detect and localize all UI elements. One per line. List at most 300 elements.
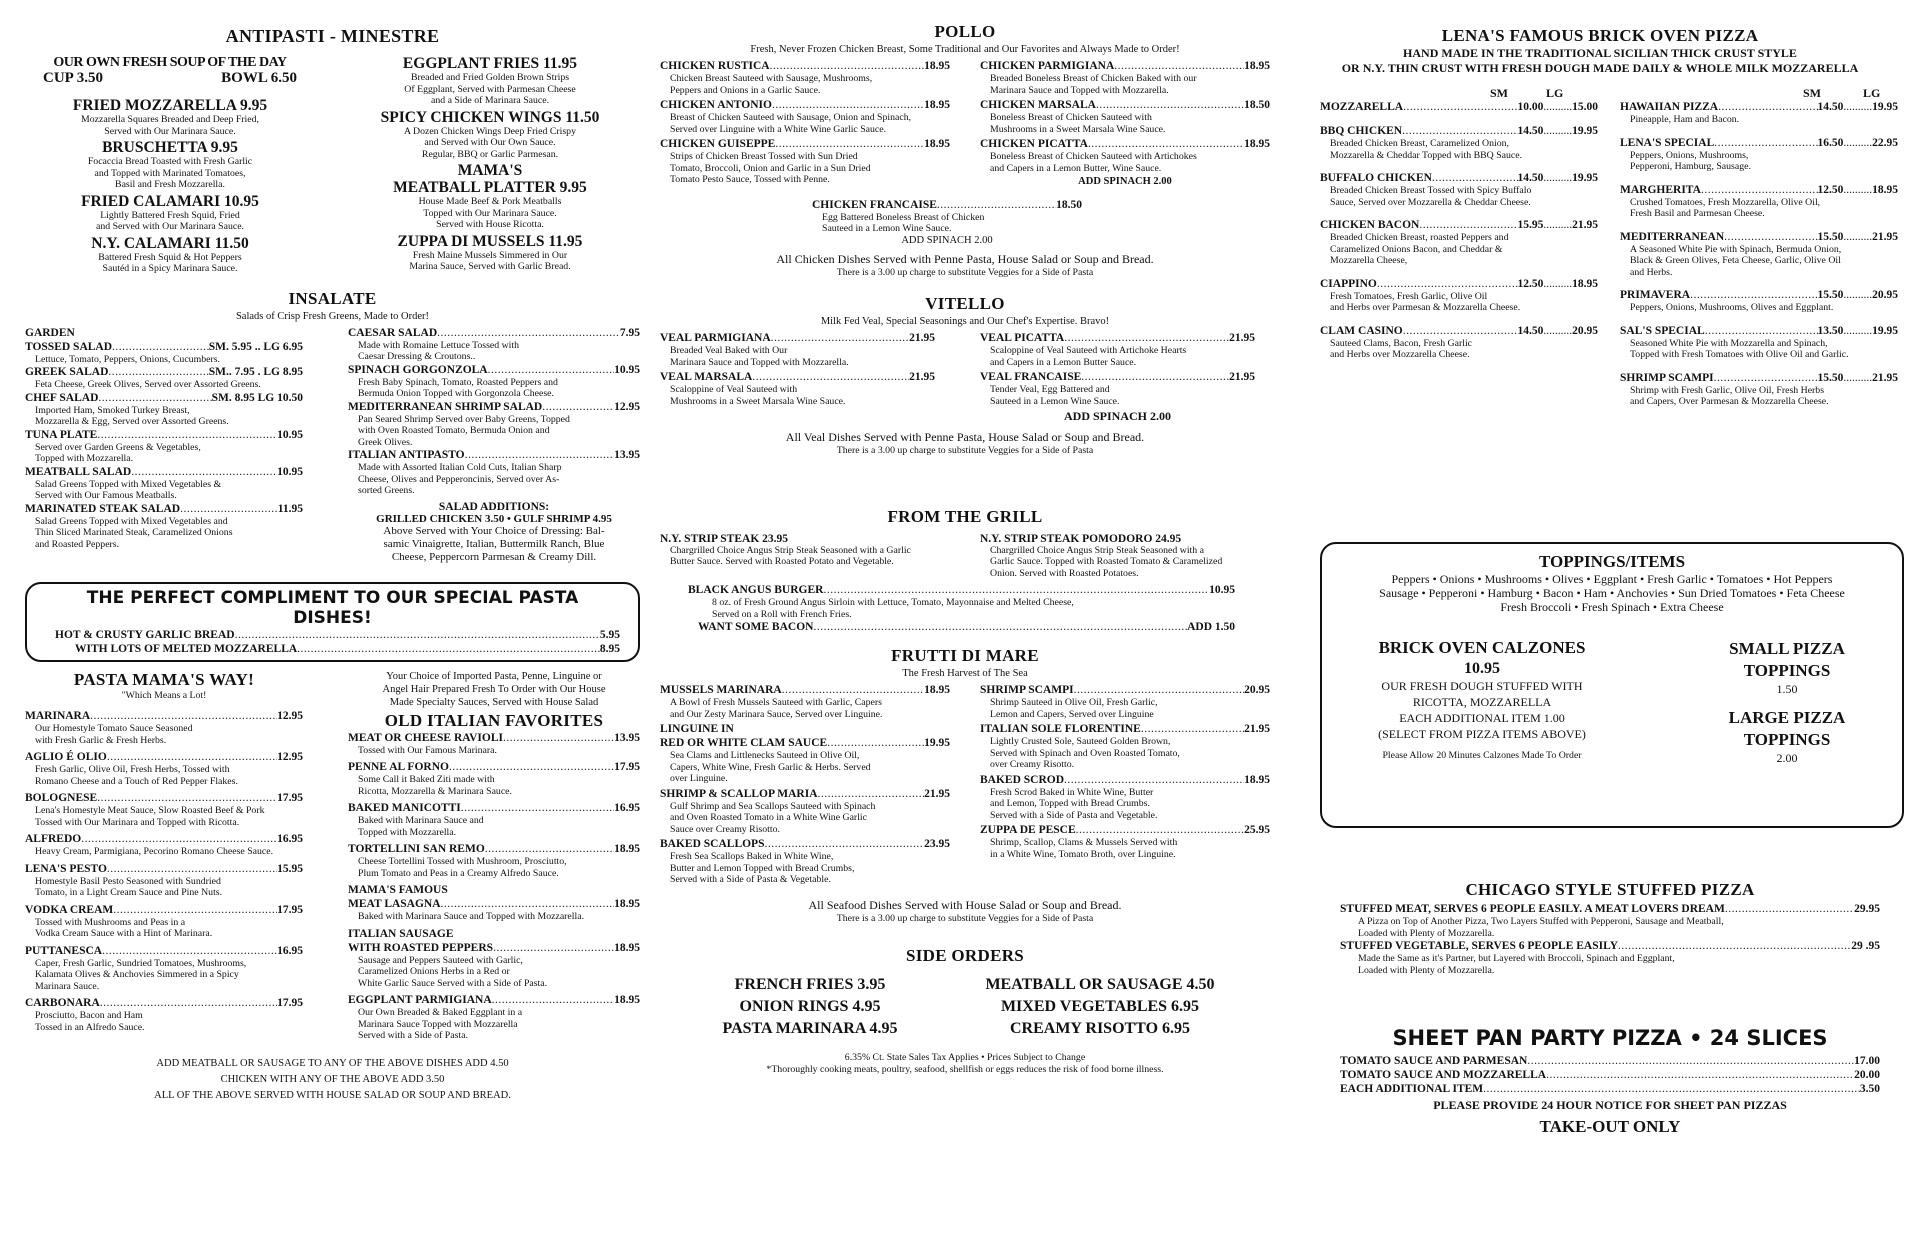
leader-dots bbox=[98, 391, 211, 405]
insalate-section bbox=[25, 326, 640, 564]
mozzarella-bread-name: WITH LOTS OF MELTED MOZZARELLA bbox=[75, 642, 298, 655]
menu-item-line bbox=[348, 842, 640, 856]
desc-line: Ricotta, Mozzarella & Marinara Sauce. bbox=[358, 785, 512, 797]
desc-line: Bermuda Onion Topped with Gorgonzola Cheese. bbox=[358, 388, 554, 399]
desc-line: Cheese Tortellini Tossed with Mushroom, Prosciutto, bbox=[358, 856, 567, 867]
desc-line: Breaded Chicken Breast, roasted Peppers and bbox=[1330, 232, 1509, 243]
pizza-sm-price: 16.50 bbox=[1817, 136, 1844, 149]
item-name: ZUPPA DE PESCE bbox=[980, 824, 1076, 836]
toppings-bottom bbox=[1322, 638, 1902, 766]
desc-line: Made with Assorted Italian Cold Cuts, Italian Sharp bbox=[358, 462, 562, 473]
pizza-sm-price: 12.50 bbox=[1517, 277, 1544, 290]
leader-dots bbox=[461, 801, 614, 815]
item-price: 20.00 bbox=[1854, 1069, 1880, 1081]
calzone-line: (SELECT FROM PIZZA ITEMS ABOVE) bbox=[1378, 727, 1586, 741]
desc-line: Cheese, Peppercorn Parmesan & Creamy Dill. bbox=[391, 550, 597, 563]
pizza-desc bbox=[1320, 291, 1598, 314]
pizza-item bbox=[1320, 218, 1598, 267]
item-name: CHICKEN ANTONIO bbox=[660, 99, 772, 111]
item-name: BAKED SCALLOPS bbox=[660, 838, 765, 850]
leader-dots bbox=[112, 340, 209, 354]
item-price: 18.95 bbox=[614, 898, 640, 910]
leader-dots bbox=[493, 941, 614, 955]
menu-item-line bbox=[25, 365, 303, 379]
item-desc bbox=[25, 1010, 303, 1033]
item-desc bbox=[25, 958, 303, 993]
menu-item bbox=[348, 731, 640, 757]
pizza-desc bbox=[1320, 138, 1598, 161]
pizza-name: HAWAIIAN PIZZA bbox=[1620, 101, 1719, 113]
menu-item bbox=[348, 927, 640, 990]
item-name: CAESAR SALAD bbox=[348, 326, 438, 339]
item-name: ITALIAN SOLE FLORENTINE bbox=[980, 723, 1141, 735]
desc-line: Chargrilled Choice Angus Strip Steak Seasoned with a bbox=[990, 544, 1204, 556]
chicago-desc bbox=[1340, 953, 1880, 976]
leader-dots bbox=[1432, 171, 1518, 185]
menu-item bbox=[25, 832, 303, 858]
pizza-left-header bbox=[1320, 86, 1598, 100]
desc-line: Shrimp, Scallop, Clams & Mussels Served with bbox=[990, 837, 1178, 848]
leader-dots bbox=[1527, 1054, 1854, 1068]
burger-line bbox=[688, 583, 1235, 597]
leader-dots bbox=[1081, 370, 1229, 384]
item-desc bbox=[348, 955, 640, 990]
item-name: MEAT LASAGNA bbox=[348, 898, 441, 910]
desc-line: Feta Cheese, Greek Olives, Served over Assorted Greens. bbox=[35, 379, 261, 390]
menu-item-line bbox=[660, 137, 950, 151]
leader-dots bbox=[1705, 324, 1818, 338]
leader-dots bbox=[81, 832, 277, 846]
item-price: 17.95 bbox=[277, 903, 303, 916]
desc-line: Peppers and Onions in a Garlic Sauce. bbox=[670, 84, 821, 96]
pizza-left-list bbox=[1320, 100, 1598, 361]
desc-line: Breaded Chicken Breast Tossed with Spicy Buffalo bbox=[1330, 185, 1532, 196]
pizza-right-header bbox=[1620, 86, 1898, 100]
leader-dots bbox=[1076, 823, 1244, 837]
desc-line: Caramelized Onions Bacon, and Cheddar & bbox=[1330, 243, 1503, 255]
item-desc bbox=[25, 156, 315, 191]
appetizer-item bbox=[25, 193, 315, 233]
menu-item bbox=[980, 370, 1255, 407]
desc-line: Mozzarella & Cheddar Topped with BBQ Sauce. bbox=[1330, 149, 1523, 161]
calzone-block bbox=[1322, 638, 1642, 766]
desc-line: Mozzarella & Egg, Served over Assorted Greens. bbox=[35, 416, 229, 427]
desc-line: 8 oz. of Fresh Ground Angus Sirloin with Lettuce, Tomato, Mayonnaise and Melted Cheese, bbox=[712, 597, 1074, 608]
grill-right bbox=[980, 533, 1270, 580]
pizza-line bbox=[1320, 124, 1598, 138]
sm-header: SM bbox=[1490, 86, 1508, 100]
item-price: 21.95 bbox=[1229, 332, 1255, 344]
desc-line: Battered Fresh Squid & Hot Peppers bbox=[98, 251, 242, 263]
item-desc bbox=[980, 736, 1270, 771]
desc-line: Fresh Baby Spinach, Tomato, Roasted Peppers and bbox=[358, 376, 558, 388]
bacon-line bbox=[688, 620, 1235, 634]
desc-line: Baked with Marinara Sauce and bbox=[358, 815, 484, 826]
sheet-line bbox=[1340, 1068, 1880, 1082]
desc-line: and a Side of Marinara Sauce. bbox=[430, 95, 550, 106]
leader-dots bbox=[107, 750, 277, 764]
desc-line: Marinara Sauce. bbox=[35, 980, 100, 992]
desc-line: Chicken Breast Sauteed with Sausage, Mushrooms, bbox=[670, 73, 873, 84]
calzone-line: RICOTTA, MOZZARELLA bbox=[1412, 695, 1552, 709]
frutti-footer: All Seafood Dishes Served with House Salad or Soup and Bread. bbox=[808, 897, 1122, 912]
menu-item-line bbox=[348, 760, 640, 774]
food-warning: *Thoroughly cooking meats, poultry, seafood, shellfish or eggs reduces the risk of food borne illness. bbox=[766, 1063, 1164, 1075]
desc-line: Above Served with Your Choice of Dressing: Bal- bbox=[383, 524, 605, 537]
pizza-item bbox=[1320, 277, 1598, 314]
desc-line: Pan Seared Shrimp Served over Baby Greens, Topped bbox=[358, 413, 570, 425]
desc-line: and Herbs. bbox=[1630, 266, 1673, 278]
desc-line: Served over Garden Greens & Vegetables, bbox=[35, 441, 201, 453]
item-price: 29.95 bbox=[1854, 903, 1880, 915]
pollo-right bbox=[980, 59, 1270, 188]
item-price: 21.95 bbox=[909, 371, 935, 383]
item-price: 21.95 bbox=[1229, 371, 1255, 383]
pizza-name: CIAPPINO bbox=[1320, 277, 1377, 290]
desc-line: Topped with Our Marinara Sauce. bbox=[423, 207, 557, 219]
item-name: STUFFED MEAT, SERVES 6 PEOPLE EASILY. A MEAT LOVERS DREAM bbox=[1340, 903, 1725, 915]
small-title2: TOPPINGS bbox=[1743, 661, 1831, 680]
menu-item bbox=[25, 326, 303, 340]
pizza-desc bbox=[1620, 114, 1898, 126]
item-name: CARBONARA bbox=[25, 997, 100, 1009]
item-price: 18.95 bbox=[1244, 138, 1270, 150]
item-name: ZUPPA DI MUSSELS 11.95 bbox=[397, 232, 583, 250]
menu-item bbox=[980, 823, 1270, 860]
desc-line: over Linguine. bbox=[670, 773, 728, 784]
leader-dots bbox=[542, 400, 614, 414]
leader-dots bbox=[770, 59, 925, 73]
topping-prices bbox=[1672, 638, 1902, 766]
small-title1: SMALL PIZZA bbox=[1729, 639, 1845, 658]
pollo-left bbox=[660, 59, 950, 188]
leader-dots: .......... bbox=[1543, 172, 1573, 184]
item-desc bbox=[660, 851, 950, 886]
item-desc bbox=[25, 764, 303, 787]
item-desc bbox=[660, 73, 950, 96]
item-name: SPINACH GORGONZOLA bbox=[348, 363, 488, 376]
item-price: 11.95 bbox=[277, 502, 303, 515]
menu-item bbox=[348, 842, 640, 879]
calzone-line: OUR FRESH DOUGH STUFFED WITH bbox=[1381, 679, 1583, 693]
desc-line: Our Homestyle Tomato Sauce Seasoned bbox=[35, 723, 193, 734]
desc-line: Sauce, Served over Mozzarella & Cheddar Cheese. bbox=[1330, 196, 1531, 208]
item-desc bbox=[660, 801, 950, 836]
pizza-sm-price: 13.50 bbox=[1817, 324, 1844, 337]
menu-item-line bbox=[348, 993, 640, 1007]
insalate-right bbox=[348, 326, 640, 564]
pizza-lg-price: 22.95 bbox=[1872, 136, 1898, 149]
desc-line: Served with House Ricotta. bbox=[436, 219, 544, 230]
pasta-intro bbox=[348, 670, 640, 709]
desc-line: sorted Greens. bbox=[358, 485, 415, 496]
desc-line: Loaded with Plenty of Mozzarella. bbox=[1358, 964, 1495, 976]
leader-dots bbox=[764, 837, 924, 851]
takeout-only: TAKE-OUT ONLY bbox=[1539, 1117, 1681, 1136]
item-name: CHICKEN PICATTA bbox=[980, 138, 1088, 150]
insalate-title: INSALATE bbox=[288, 288, 377, 308]
menu-item bbox=[348, 326, 640, 363]
desc-line: Tomato, in a Light Cream Sauce and Pine Nuts. bbox=[35, 887, 223, 898]
item-name: STUFFED VEGETABLE, SERVES 6 PEOPLE EASILY bbox=[1340, 940, 1619, 952]
item-name: PENNE AL FORNO bbox=[348, 761, 449, 773]
lg-header: LG bbox=[1546, 86, 1564, 100]
desc-line: Capers, White Wine, Fresh Garlic & Herbs. Served bbox=[670, 761, 871, 773]
leader-dots bbox=[97, 428, 277, 442]
pizza-line bbox=[1620, 288, 1898, 302]
desc-line: Caesar Dressing & Croutons.. bbox=[358, 351, 476, 362]
item-name: CHICKEN PARMIGIANA bbox=[980, 60, 1115, 72]
desc-line: and Lemon, Topped with Bread Crumbs. bbox=[990, 798, 1150, 809]
frutti-left bbox=[660, 683, 950, 888]
item-price: 18.95 bbox=[1244, 773, 1270, 786]
pizza-name: PRIMAVERA bbox=[1620, 289, 1691, 301]
desc-line: Onion. Served with Roasted Potatoes. bbox=[990, 567, 1139, 579]
menu-item-line bbox=[980, 331, 1255, 345]
desc-line: and Topped with Marinated Tomatoes, bbox=[94, 167, 246, 179]
pizza-sm-price: 14.50 bbox=[1517, 172, 1544, 184]
pizza-lg-price: 18.95 bbox=[1572, 277, 1598, 290]
item-price: 18.95 bbox=[614, 941, 640, 954]
leader-dots: .......... bbox=[1543, 324, 1573, 337]
menu-item-line bbox=[348, 897, 640, 911]
salad-additions-desc bbox=[348, 525, 640, 564]
menu-item bbox=[348, 400, 640, 449]
toppings-lines bbox=[1322, 572, 1902, 614]
desc-line: Served with Spinach and Oven Roasted Tomato, bbox=[990, 747, 1180, 759]
side-order-item: PASTA MARINARA 4.95 bbox=[722, 1020, 898, 1037]
desc-line: Marinara Sauce and Topped with Mozzarella. bbox=[990, 84, 1169, 96]
menu-item-line bbox=[25, 428, 303, 442]
item-name: TOMATO SAUCE AND PARMESAN bbox=[1340, 1055, 1528, 1067]
item-name: GARDEN bbox=[25, 326, 75, 339]
desc-line: Breaded Chicken Breast, Caramelized Onion, bbox=[1330, 138, 1510, 149]
desc-line: Served over Linguine with a White Wine Garlic Sauce. bbox=[670, 123, 887, 135]
sheet-list bbox=[1340, 1054, 1880, 1096]
garlic-bread-price: 5.95 bbox=[599, 628, 620, 641]
frutti-note: There is a 3.00 up charge to substitute Veggies for a Side of Pasta bbox=[836, 912, 1094, 924]
desc-line: Topped with Mozzarella. bbox=[358, 826, 457, 838]
item-desc bbox=[660, 345, 935, 368]
desc-line: Sausage and Peppers Sauteed with Garlic, bbox=[358, 954, 523, 966]
item-name: LENA'S PESTO bbox=[25, 862, 107, 875]
item-desc bbox=[25, 442, 303, 465]
menu-item bbox=[980, 137, 1270, 174]
calzone-title: BRICK OVEN CALZONES bbox=[1378, 638, 1586, 657]
garlic-bread-line bbox=[45, 628, 620, 642]
insalate-subtitle: Salads of Crisp Fresh Greens, Made to Order! bbox=[235, 310, 430, 322]
menu-item-line bbox=[660, 736, 950, 750]
menu-item bbox=[348, 883, 640, 923]
menu-item bbox=[25, 391, 303, 428]
frutti-subtitle: The Fresh Harvest of The Sea bbox=[902, 668, 1028, 679]
leader-dots: .......... bbox=[1843, 230, 1873, 243]
desc-line: White Garlic Sauce Served with a Side of Pasta. bbox=[358, 977, 548, 989]
pizza-lg-price: 19.95 bbox=[1572, 125, 1598, 137]
pizza-name: MEDITERRANEAN bbox=[1620, 230, 1725, 243]
desc-line: Scaloppine of Veal Sauteed with Artichoke Hearts bbox=[990, 345, 1187, 356]
burger bbox=[688, 583, 1235, 634]
leader-dots bbox=[1114, 59, 1244, 73]
item-price: 17.00 bbox=[1854, 1055, 1880, 1067]
pizza-sm-price: 14.50 bbox=[1517, 324, 1544, 337]
sheet-line bbox=[1340, 1082, 1880, 1096]
leader-dots bbox=[1403, 100, 1517, 114]
desc-line: Of Eggplant, Served with Parmesan Cheese bbox=[404, 83, 576, 95]
item-name: N.Y. CALAMARI 11.50 bbox=[91, 234, 249, 252]
leader-dots bbox=[1701, 183, 1818, 197]
menu-item bbox=[348, 363, 640, 400]
leader-dots bbox=[1403, 324, 1518, 338]
leader-dots: .......... bbox=[1543, 219, 1573, 231]
menu-item-line bbox=[25, 340, 303, 354]
leader-dots bbox=[90, 709, 277, 723]
menu-item bbox=[25, 340, 303, 366]
menu-item-line bbox=[980, 98, 1270, 112]
desc-line: Tossed with Mushrooms and Peas in a bbox=[35, 916, 186, 928]
leader-dots bbox=[1141, 722, 1244, 736]
item-name: BOLOGNESE bbox=[25, 792, 98, 804]
desc-line: Tossed with Our Famous Marinara. bbox=[358, 744, 497, 756]
item-desc bbox=[25, 379, 303, 391]
item-desc bbox=[348, 745, 640, 757]
pizza-lg-price: 21.95 bbox=[1872, 371, 1898, 384]
item-name: MUSSELS MARINARA bbox=[660, 684, 782, 696]
menu-item-line bbox=[980, 370, 1255, 384]
francaise-add-spinach: ADD SPINACH 2.00 bbox=[901, 234, 993, 246]
vitello-right bbox=[980, 331, 1255, 424]
leader-dots bbox=[782, 683, 924, 697]
menu-item bbox=[660, 98, 950, 135]
pizza-lg-price: 20.95 bbox=[1872, 289, 1898, 301]
desc-line: Greek Olives. bbox=[358, 436, 413, 448]
small-price: 1.50 bbox=[1776, 682, 1798, 696]
pizza-sm-price: 14.50 bbox=[1517, 125, 1544, 137]
soup-title: OUR OWN FRESH SOUP OF THE DAY bbox=[53, 55, 287, 70]
frutti-right bbox=[980, 683, 1270, 888]
menu-item-line bbox=[25, 709, 303, 723]
item-name: ALFREDO bbox=[25, 833, 82, 845]
leader-dots: .......... bbox=[1543, 277, 1573, 290]
antipasti-title: ANTIPASTI - MINESTRE bbox=[225, 26, 440, 46]
menu-item bbox=[25, 996, 303, 1033]
desc-line: Seasoned White Pie with Mozzarella and Spinach, bbox=[1630, 337, 1828, 349]
desc-line: Breaded and Fried Golden Brown Strips bbox=[410, 72, 570, 83]
leader-dots bbox=[180, 502, 278, 516]
item-desc bbox=[980, 697, 1270, 720]
pizza-lg-price: 19.95 bbox=[1872, 324, 1898, 337]
item-name: MEATBALL SALAD bbox=[25, 465, 132, 478]
item-name: SPICY CHICKEN WINGS 11.50 bbox=[380, 108, 600, 126]
menu-item bbox=[980, 722, 1270, 771]
desc-line: Served with Our Famous Meatballs. bbox=[35, 490, 177, 501]
pizza-desc bbox=[1320, 232, 1598, 267]
leader-dots bbox=[1718, 100, 1817, 114]
vitello-footer: All Veal Dishes Served with Penne Pasta, House Salad or Soup and Bread. bbox=[785, 430, 1145, 444]
desc-line: and Capers in a Lemon Butter, Wine Sauce. bbox=[990, 162, 1162, 174]
menu-item-line bbox=[980, 683, 1270, 697]
leader-dots bbox=[465, 448, 614, 462]
desc-line: Sauteed in a Lemon Wine Sauce. bbox=[822, 223, 952, 234]
desc-line: Breaded Veal Baked with Our bbox=[670, 345, 788, 356]
leader-dots bbox=[100, 996, 277, 1010]
column-right bbox=[1300, 0, 1900, 1136]
item-price: 10.95 bbox=[277, 428, 303, 441]
leader-dots bbox=[485, 842, 614, 856]
menu-item-line bbox=[348, 941, 640, 955]
desc-line: over Creamy Risotto. bbox=[990, 759, 1075, 770]
pizza-sm-price: 14.50 bbox=[1817, 101, 1844, 113]
frutti-section bbox=[660, 683, 1270, 888]
pizza-right bbox=[1620, 86, 1898, 418]
menu-item bbox=[660, 837, 950, 886]
menu-item-line bbox=[348, 400, 640, 414]
pizza-lg-price: 18.95 bbox=[1872, 183, 1898, 196]
calzone-lines bbox=[1322, 678, 1642, 742]
bacon-name: WANT SOME BACON bbox=[698, 621, 814, 633]
item-price: 17.95 bbox=[277, 792, 303, 804]
desc-line: Lena's Homestyle Meat Sauce, Slow Roasted Beef & Pork bbox=[35, 805, 265, 816]
pizza-line bbox=[1620, 371, 1898, 385]
side-order-item: ONION RINGS 4.95 bbox=[739, 998, 881, 1015]
chicago-item bbox=[1340, 939, 1880, 976]
insalate-left bbox=[25, 326, 303, 564]
item-desc bbox=[340, 126, 640, 161]
item-price: 18.95 bbox=[924, 99, 950, 111]
menu-item-line bbox=[660, 787, 950, 801]
item-desc bbox=[25, 114, 315, 137]
desc-line: Fresh Maine Mussels Simmered in Our bbox=[412, 249, 568, 261]
desc-line: Peppers, Onions, Mushrooms, bbox=[1630, 149, 1749, 161]
vitello-add-spinach: ADD SPINACH 2.00 bbox=[1063, 409, 1171, 423]
pizza-name: BUFFALO CHICKEN bbox=[1320, 172, 1432, 184]
pizza-lg-price: 19.95 bbox=[1872, 101, 1898, 113]
desc-line: Romano Cheese and a Touch of Red Pepper Flakes. bbox=[35, 775, 238, 787]
garlic-bread-name: HOT & CRUSTY GARLIC BREAD bbox=[55, 628, 235, 641]
appetizer-item bbox=[340, 109, 640, 161]
item-name: AGLIO É OLIO bbox=[25, 751, 107, 763]
side-order-item: MIXED VEGETABLES 6.95 bbox=[1000, 998, 1200, 1015]
item-name: CHICKEN GUISEPPE bbox=[660, 138, 776, 150]
item-price: 12.95 bbox=[277, 751, 303, 763]
item-desc bbox=[25, 516, 303, 551]
item-name: VEAL FRANCAISE bbox=[980, 371, 1082, 383]
menu-item bbox=[348, 448, 640, 497]
item-price: 7.95 bbox=[619, 326, 640, 339]
desc-line: Kalamata Olives & Anchovies Simmered in a Spicy bbox=[35, 969, 239, 980]
item-price: 29 .95 bbox=[1851, 940, 1880, 952]
desc-line: Lettuce, Tomato, Peppers, Onions, Cucumbers. bbox=[35, 353, 220, 365]
toppings-box bbox=[1320, 542, 1904, 828]
vitello-section bbox=[660, 331, 1270, 424]
desc-line: Basil and Fresh Mozzarella. bbox=[115, 179, 225, 190]
leader-dots bbox=[1618, 939, 1851, 953]
item-desc bbox=[348, 462, 640, 497]
menu-item-line bbox=[25, 832, 303, 846]
pizza-item bbox=[1620, 136, 1898, 173]
item-name: FRIED CALAMARI 10.95 bbox=[81, 192, 259, 210]
item-name: MARINARA bbox=[25, 710, 91, 722]
desc-line: Breast of Chicken Sauteed with Sausage, Onion and Spinach, bbox=[670, 112, 912, 123]
leader-dots bbox=[1064, 773, 1244, 787]
menu-item-line bbox=[25, 996, 303, 1010]
item-price: 13.95 bbox=[614, 731, 640, 744]
pizza-item bbox=[1620, 324, 1898, 361]
pizza-lg-price: 21.95 bbox=[1572, 219, 1598, 231]
desc-line: Served with a Side of Pasta. bbox=[358, 1030, 468, 1041]
vitello-subtitle: Milk Fed Veal, Special Seasonings and Our Chef's Expertise. Bravo! bbox=[820, 316, 1110, 327]
leader-dots bbox=[1377, 277, 1518, 291]
